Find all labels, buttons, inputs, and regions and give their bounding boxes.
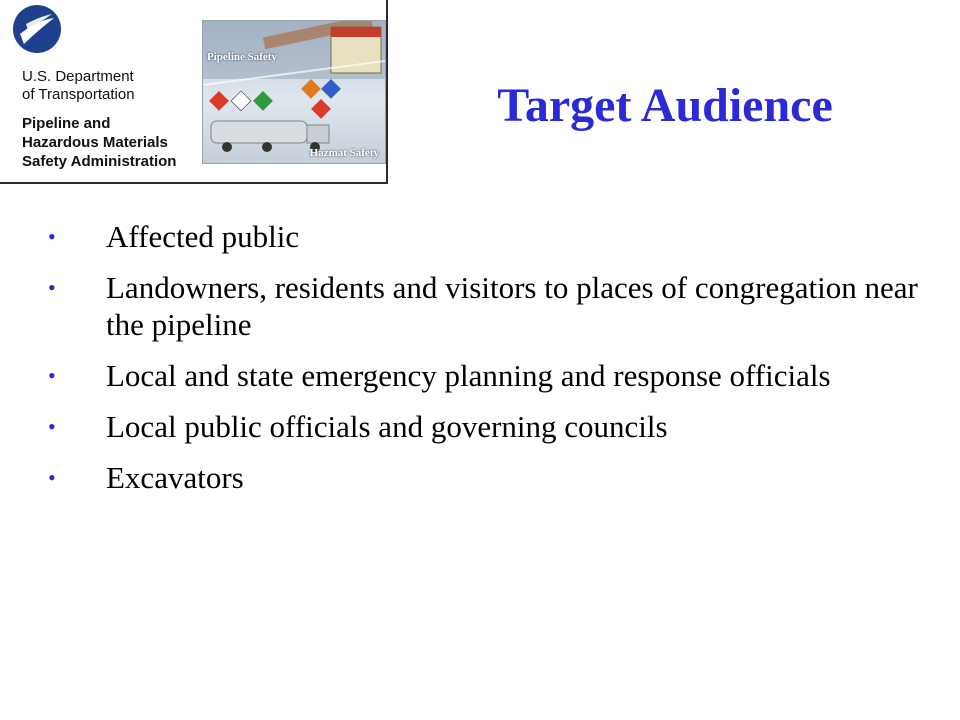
logo-divider-vertical — [386, 0, 388, 184]
bullet-icon: • — [48, 275, 56, 300]
dot-emblem-icon — [12, 4, 62, 54]
bullet-text: Landowners, residents and visitors to places of congregation near the pipeline — [106, 270, 918, 342]
bullet-icon: • — [48, 363, 56, 388]
bullet-item — [48, 408, 928, 445]
admin-line-3: Safety Administration — [22, 153, 177, 170]
bullet-text: Local and state emergency planning and response officials — [106, 358, 831, 393]
bullet-item — [48, 269, 928, 343]
agency-line-1: U.S. Department — [22, 68, 134, 85]
bullet-text: Affected public — [106, 219, 300, 254]
hazmat-safety-label: Hazmat Safety — [309, 147, 379, 159]
collage-graphic — [203, 21, 385, 163]
logo-divider — [0, 182, 388, 184]
slide-title: Target Audience — [497, 79, 833, 132]
pipeline-hazmat-photo — [202, 20, 386, 164]
bullet-item — [48, 459, 928, 496]
bullet-icon: • — [48, 465, 56, 490]
admin-line-2: Hazardous Materials — [22, 134, 168, 151]
admin-line-1: Pipeline and — [22, 115, 111, 132]
bullet-icon: • — [48, 224, 56, 249]
agency-logo — [0, 0, 388, 186]
bullet-icon: • — [48, 414, 56, 439]
bullet-text: Excavators — [106, 460, 244, 495]
agency-name — [22, 68, 176, 171]
pipeline-safety-label: Pipeline Safety — [207, 51, 277, 63]
bullet-item — [48, 357, 928, 394]
bullet-item — [48, 218, 928, 255]
bullet-text: Local public officials and governing councils — [106, 409, 668, 444]
bullet-list — [48, 218, 928, 510]
agency-line-2: of Transportation — [22, 86, 135, 103]
